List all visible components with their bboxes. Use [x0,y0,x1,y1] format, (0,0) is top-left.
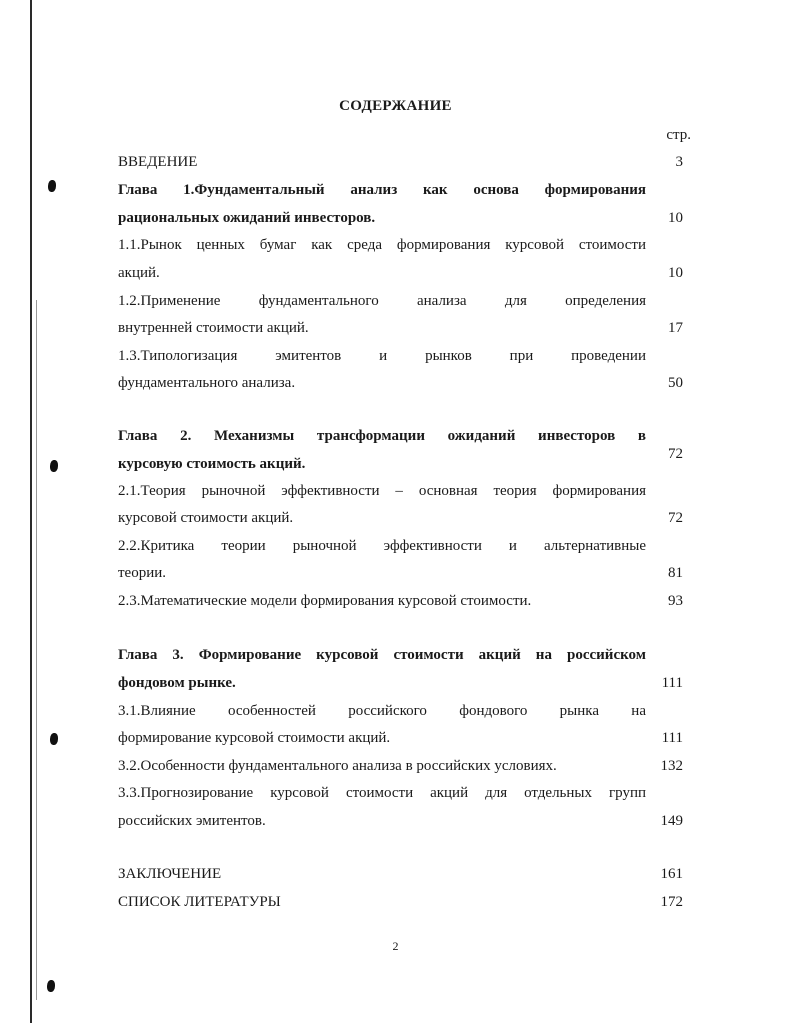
toc-chapter-3-page: 111 [661,675,683,691]
toc-section-1-1-line-2: акций. [118,265,160,281]
toc-section-3-3-line-2: российских эмитентов. [118,813,266,829]
toc-section-1-1-line-1: 1.1.Рынок ценных бумаг как среда формирования курсовой стоимости [118,237,646,253]
toc-section-2-1-line-1: 2.1.Теория рыночной эффективности – основная теория формирования [118,483,646,499]
toc-conclusion: ЗАКЛЮЧЕНИЕ [118,866,222,882]
toc-section-2-2-page: 81 [668,565,683,581]
toc-chapter-1-line-1: Глава 1.Фундаментальный анализ как основа формирования [118,182,646,198]
page-column-header: стр. [666,127,691,143]
toc-section-1-2-line-2: внутренней стоимости акций. [118,320,309,336]
toc-section-1-3-page: 50 [668,375,683,391]
toc-conclusion-page: 161 [660,866,683,882]
toc-section-3-1-page: 111 [661,730,683,746]
toc-section-1-2-page: 17 [668,320,683,336]
toc-chapter-1-page: 10 [668,210,683,226]
toc-section-2-3-page: 93 [668,593,683,609]
toc-section-1-3-line-1: 1.3.Типологизация эмитентов и рынков при проведении [118,348,646,364]
toc-chapter-1-line-2: рациональных ожиданий инвесторов. [118,210,376,226]
binder-hole-mark [50,733,58,745]
toc-chapter-2-line-1: Глава 2. Механизмы трансформации ожиданий инвесторов в [118,428,646,444]
toc-section-1-3-line-2: фундаментального анализа. [118,375,296,391]
binder-hole-mark [50,460,58,472]
toc-section-1-1-page: 10 [668,265,683,281]
scan-edge-line [30,0,32,1023]
toc-section-3-3-page: 149 [660,813,683,829]
scan-edge-line-secondary [36,300,37,1000]
toc-section-3-3-line-1: 3.3.Прогнозирование курсовой стоимости акций для отдельных групп [118,785,646,801]
toc-section-1-2-line-1: 1.2.Применение фундаментального анализа для определения [118,293,646,309]
page-number: 2 [392,939,399,953]
toc-section-2-3-line-1: 2.3.Математические модели формирования курсовой стоимости. [118,593,532,609]
toc-section-2-2-line-2: теории. [118,565,167,581]
page-title: СОДЕРЖАНИЕ [339,98,452,114]
toc-intro-page: 3 [675,154,683,170]
toc-references-page: 172 [660,894,683,910]
toc-chapter-3-line-2: фондовом рынке. [118,675,236,691]
toc-references: СПИСОК ЛИТЕРАТУРЫ [118,894,281,910]
binder-hole-mark [47,980,55,992]
toc-chapter-2-line-2: курсовую стоимость акций. [118,456,306,472]
toc-section-2-1-line-2: курсовой стоимости акций. [118,510,294,526]
toc-chapter-2-page: 72 [668,446,683,462]
toc-section-3-2-line-1: 3.2.Особенности фундаментального анализа в российских условиях. [118,758,557,774]
binder-hole-mark [48,180,56,192]
toc-section-3-2-page: 132 [660,758,683,774]
toc-section-2-1-page: 72 [668,510,683,526]
toc-chapter-3-line-1: Глава 3. Формирование курсовой стоимости акций на российском [118,647,646,663]
toc-intro: ВВЕДЕНИЕ [118,154,198,170]
toc-section-3-1-line-2: формирование курсовой стоимости акций. [118,730,391,746]
toc-section-2-2-line-1: 2.2.Критика теории рыночной эффективности и альтернативные [118,538,646,554]
toc-section-3-1-line-1: 3.1.Влияние особенностей российского фондового рынка на [118,703,646,719]
